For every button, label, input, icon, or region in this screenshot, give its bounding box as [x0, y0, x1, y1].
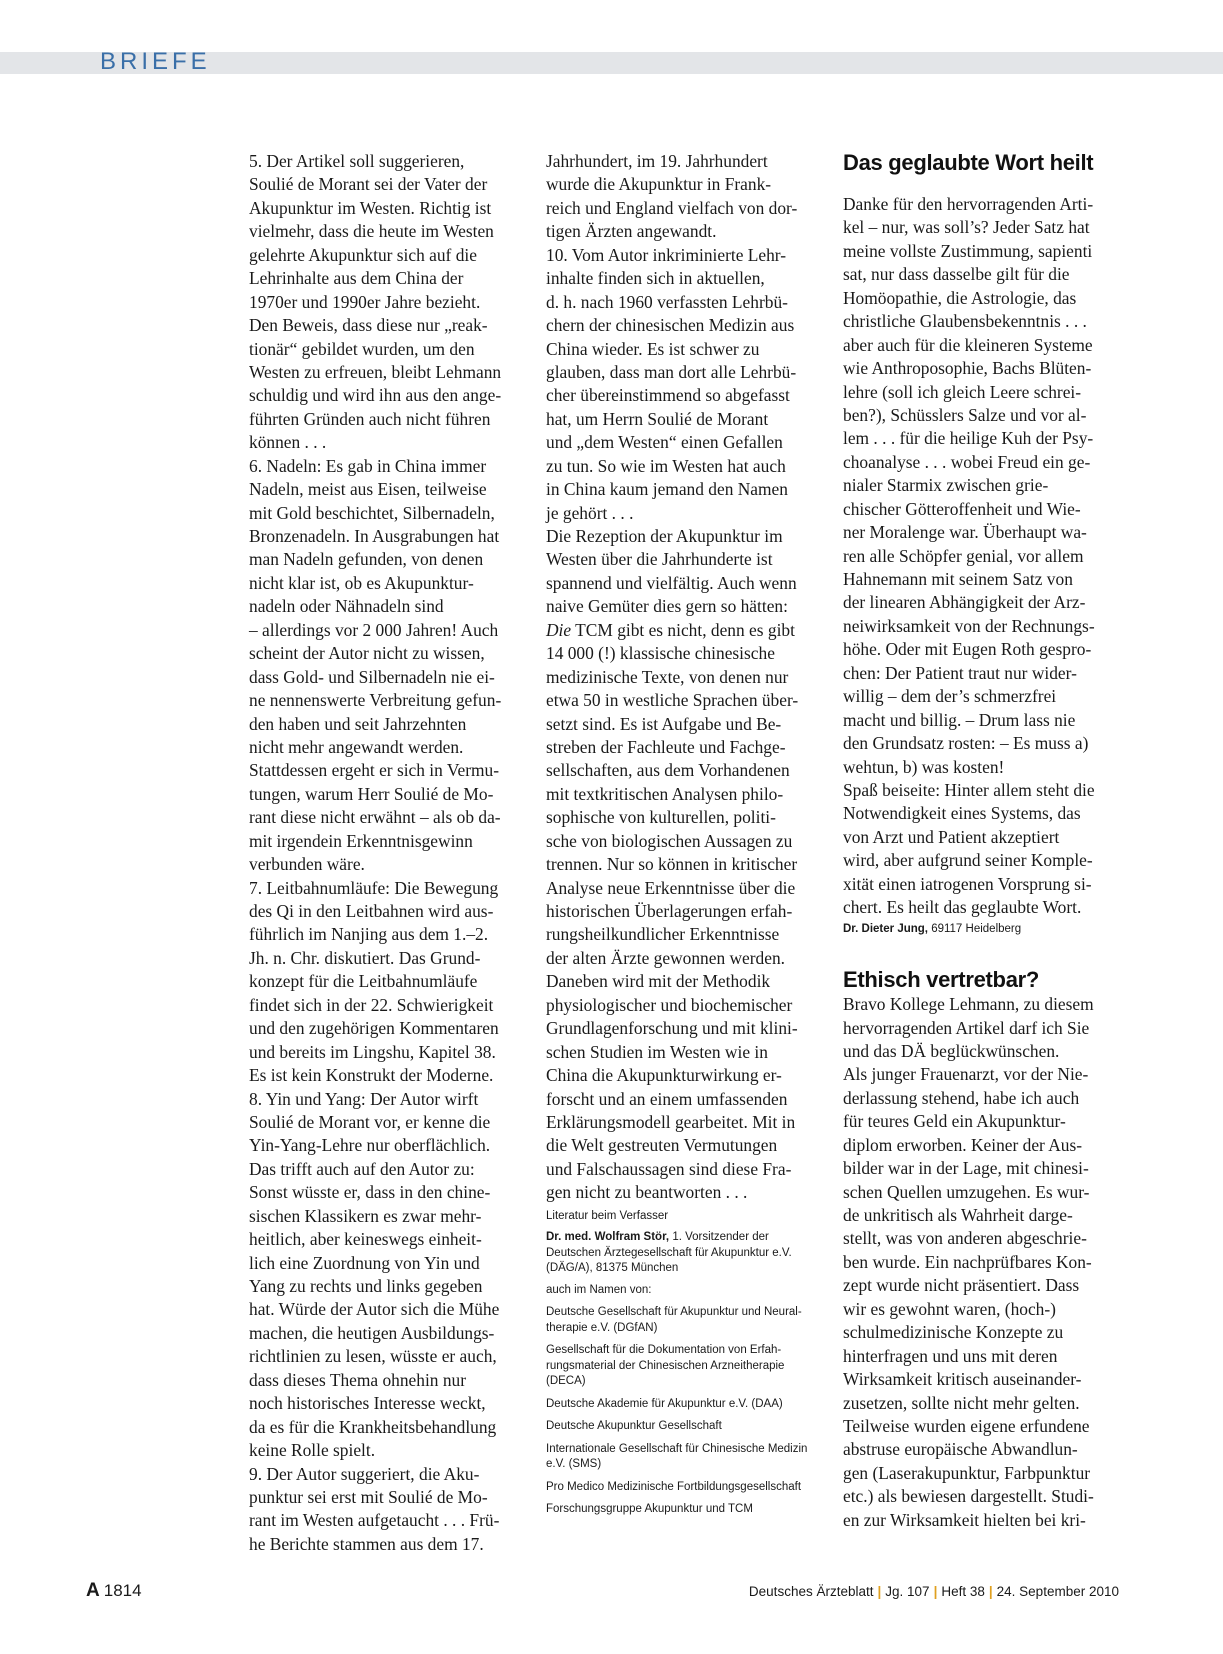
- text-line: setzt sind. Es ist Aufgabe und Be-: [546, 713, 782, 734]
- text-line: chert. Es heilt das geglaubte Wort.: [843, 897, 1082, 918]
- text-line: wir es gewohnt waren, (hoch-): [843, 1298, 1056, 1319]
- text-line: Spaß beiseite: Hinter allem steht die: [843, 779, 1095, 800]
- text-line: forscht und an einem umfassenden: [546, 1088, 788, 1109]
- text-line: man Nadeln gefunden, von denen: [249, 549, 484, 570]
- text-line: des Qi in den Leitbahnen wird aus-: [249, 901, 494, 921]
- journal-date: 24. September 2010: [996, 1584, 1119, 1599]
- text-line: trennen. Nur so können in kritischer: [546, 854, 798, 875]
- text-line: sischen Klassikern es zwar mehr-: [249, 1205, 482, 1226]
- text-line: wird, aber aufgrund seiner Komple-: [843, 850, 1093, 871]
- text-line: schuldig und wird ihn aus den ange-: [249, 385, 502, 406]
- organization-line: Forschungsgruppe Akupunktur und TCM: [546, 1503, 753, 1516]
- text-line: den haben und seit Jahrzehnten: [249, 713, 467, 734]
- text-line: Jahrhundert, im 19. Jahrhundert: [546, 151, 768, 171]
- organization-line: rungsmaterial der Chinesischen Arzneitherapie: [546, 1359, 785, 1372]
- text-line: der alten Ärzte gewonnen werden.: [546, 947, 786, 968]
- text-line: lem . . . für die heilige Kuh der Psy-: [843, 428, 1094, 449]
- text-line: christliche Glaubensbekenntnis . . .: [843, 311, 1087, 332]
- text-line: für teures Geld ein Akupunktur-: [843, 1111, 1066, 1132]
- text-line: 7. Leitbahnumläufe: Die Bewegung: [249, 877, 499, 898]
- text-line: tigen Ärzten angewandt.: [546, 221, 717, 242]
- text-line: und bereits im Lingshu, Kapitel 38.: [249, 1041, 496, 1062]
- text-line: macht und billig. – Drum lass nie: [843, 709, 1076, 730]
- text-line: Homöopathie, die Astrologie, das: [843, 287, 1077, 308]
- organization-item: [546, 1442, 826, 1473]
- text-line: neiwirksamkeit von der Rechnungs-: [843, 615, 1095, 636]
- text-line: ben wurde. Ein nachprüfbares Kon-: [843, 1251, 1092, 1272]
- text-line: noch historisches Interesse weckt,: [249, 1393, 486, 1414]
- organization-item: [546, 1397, 826, 1413]
- text-line: Den Beweis, dass diese nur „reak-: [249, 315, 488, 336]
- text-line: je gehört . . .: [546, 502, 634, 523]
- text-line: 5. Der Artikel soll suggerieren,: [249, 151, 465, 171]
- text-line: mit textkritischen Analysen philo-: [546, 783, 784, 804]
- text-line: heitlich, aber keineswegs einheit-: [249, 1229, 482, 1250]
- organization-item: [546, 1305, 826, 1336]
- text-line: Teilweise wurden eigene erfundene: [843, 1415, 1090, 1436]
- text-line: gelehrte Akupunktur sich auf die: [249, 244, 477, 265]
- text-line: physiologischer und biochemischer: [546, 994, 793, 1015]
- text-line: Nadeln, meist aus Eisen, teilweise: [249, 479, 487, 500]
- text-line: Wirksamkeit kritisch auseinander-: [843, 1369, 1082, 1390]
- text-line: Bronzenadeln. In Ausgrabungen hat: [249, 526, 500, 546]
- text-line: Lehrinhalte aus dem China der: [249, 268, 464, 289]
- text-line: tionär“ gebildet wurden, um den: [249, 338, 475, 359]
- text-line: keine Rolle spielt.: [249, 1440, 376, 1461]
- text-line: naive Gemüter dies gern so hätten:: [546, 596, 788, 617]
- text-line: führten Gründen auch nicht führen: [249, 408, 491, 429]
- text-line: verbunden wäre.: [249, 854, 365, 875]
- text-line: nicht mehr angewandt werden.: [249, 736, 464, 757]
- text-line: derlassung stehend, habe ich auch: [843, 1087, 1080, 1108]
- page-number: [86, 1580, 142, 1602]
- text-line: 9. Der Autor suggeriert, die Aku-: [249, 1463, 480, 1484]
- text-line: 1970er und 1990er Jahre bezieht.: [249, 291, 481, 312]
- text-line: d. h. nach 1960 verfassten Lehrbü-: [546, 291, 788, 312]
- text-line: Analyse neue Erkenntnisse über die: [546, 877, 796, 898]
- text-line: Die Rezeption der Akupunktur im: [546, 526, 783, 546]
- organization-line: therapie e.V. (DGfAN): [546, 1321, 658, 1334]
- letter-heading-2: Ethisch vertretbar?: [843, 967, 1040, 993]
- text-line: kel – nur, was soll’s? Jeder Satz hat: [843, 217, 1090, 238]
- text-line: ben?), Schüsslers Salze und vor al-: [843, 404, 1087, 425]
- text-line: Hahnemann mit seinem Satz von: [843, 569, 1073, 589]
- on-behalf-label: auch im Namen von:: [546, 1283, 652, 1296]
- text-line: – allerdings vor 2 000 Jahren! Auch: [249, 619, 499, 640]
- text-line: führlich im Nanjing aus dem 1.–2.: [249, 924, 489, 945]
- text-line: Westen zu erfreuen, bleibt Lehmann: [249, 361, 502, 382]
- text-line: konzept für die Leitbahnumläufe: [249, 971, 478, 992]
- text-line: richtlinien zu lesen, wüsste er auch,: [249, 1346, 497, 1367]
- text-line: xität einen iatrogenen Vorsprung si-: [843, 873, 1092, 894]
- text-line: Soulié de Morant vor, er kenne die: [249, 1111, 491, 1132]
- text-line: historischen Überlagerungen erfah-: [546, 901, 793, 921]
- organization-line: Pro Medico Medizinische Fortbildungsgesellschaft: [546, 1480, 802, 1493]
- text-line: reich und England vielfach von dor-: [546, 197, 798, 218]
- text-line: Sonst wüsste er, dass in den chine-: [249, 1182, 491, 1203]
- text-line: schen Studien im Westen wie in: [546, 1041, 768, 1062]
- text-line: sellschaften, aus dem Vorhandenen: [546, 760, 790, 781]
- text-line: rungsheilkundlicher Erkenntnisse: [546, 924, 780, 945]
- literature-note: Literatur beim Verfasser: [546, 1209, 669, 1222]
- page-number-value: 1814: [103, 1581, 142, 1600]
- text-line: rant diese nicht erwähnt – als ob da-: [249, 807, 501, 828]
- text-line: 8. Yin und Yang: Der Autor wirft: [249, 1088, 479, 1109]
- text-line: Danke für den hervorragenden Arti-: [843, 194, 1094, 214]
- text-line: und „dem Westen“ einen Gefallen: [546, 432, 783, 453]
- author-role: 1. Vorsitzender der: [669, 1231, 769, 1244]
- text-line: choanalyse . . . wobei Freud ein ge-: [843, 451, 1091, 472]
- text-line: schen Quellen umzugehen. Es wur-: [843, 1181, 1090, 1202]
- small-text-line: Deutschen Ärztegesellschaft für Akupunktur e.V.: [546, 1246, 792, 1259]
- text-line: von Arzt und Patient akzeptiert: [843, 826, 1060, 847]
- text-line: wurde die Akupunktur in Frank-: [546, 174, 772, 195]
- text-line: Notwendigkeit eines Systems, das: [843, 803, 1081, 824]
- text-line: chischer Götteroffenheit und Wie-: [843, 498, 1081, 519]
- text-line: Als junger Frauenarzt, vor der Nie-: [843, 1064, 1089, 1085]
- text-line: höhe. Oder mit Eugen Roth gespro-: [843, 639, 1092, 660]
- author-signature: [546, 1230, 826, 1246]
- author-name: Dr. med. Wolfram Stör,: [546, 1231, 670, 1244]
- organization-line: Deutsche Akupunktur Gesellschaft: [546, 1420, 722, 1433]
- text-line: medizinische Texte, von denen nur: [546, 666, 789, 687]
- organization-item: [546, 1502, 826, 1518]
- text-line: etwa 50 in westliche Sprachen über-: [546, 690, 799, 711]
- text-line: zu tun. So wie im Westen hat auch: [546, 455, 786, 476]
- text-line: machen, die heutigen Ausbildungs-: [249, 1322, 495, 1343]
- text-line: bilder war in der Lage, mit chinesi-: [843, 1158, 1089, 1179]
- text-line: 14 000 (!) klassische chinesische: [546, 643, 775, 664]
- text-line: punktur sei erst mit Soulié de Mo-: [249, 1486, 488, 1507]
- text-line: mit irgendein Erkenntnisgewinn: [249, 830, 473, 851]
- text-line: und den zugehörigen Kommentaren: [249, 1018, 499, 1039]
- text-line: hervorragenden Artikel darf ich Sie: [843, 1017, 1090, 1038]
- organization-item: [546, 1343, 826, 1390]
- text-line: 6. Nadeln: Es gab in China immer: [249, 455, 487, 476]
- text-line: willig – dem der’s schmerzfrei: [843, 686, 1057, 707]
- text-line: da es für die Krankheitsbehandlung: [249, 1416, 497, 1437]
- text-line: Stattdessen ergeht er sich in Vermu-: [249, 760, 500, 781]
- text-line: in China kaum jemand den Namen: [546, 479, 788, 500]
- text-line: mit Gold beschichtet, Silbernadeln,: [249, 502, 495, 523]
- text-line: der linearen Abhängigkeit der Arz-: [843, 592, 1086, 613]
- text-line: nadeln oder Nähnadeln sind: [249, 596, 444, 617]
- text-line: [546, 619, 826, 642]
- text-line: ner Moralenge war. Überhaupt wa-: [843, 522, 1087, 543]
- text-line: aber auch für die kleineren Systeme: [843, 334, 1093, 355]
- text-line: Yang zu rechts und links gegeben: [249, 1276, 483, 1296]
- text-line: sophische von kulturellen, politi-: [546, 807, 776, 828]
- text-line: lehre (soll ich gleich Leere schrei-: [843, 381, 1082, 402]
- column-2: [546, 150, 826, 1518]
- text-line: und Falschaussagen sind diese Fra-: [546, 1158, 792, 1179]
- text-line: de unkritisch als Wahrheit darge-: [843, 1205, 1073, 1225]
- letter-heading-1: Das geglaubte Wort heilt: [843, 150, 1094, 175]
- text-line: dass Gold- und Silbernadeln nie ei-: [249, 666, 495, 687]
- text-line: chern der chinesischen Medizin aus: [546, 315, 795, 336]
- signature-name: Dr. Dieter Jung,: [843, 922, 928, 935]
- column-1: [249, 150, 529, 1556]
- text-line: cher übereinstimmend so abgefasst: [546, 385, 790, 406]
- text-line: gen nicht zu beantworten . . .: [546, 1182, 748, 1203]
- text-line: inhalte finden sich in aktuellen,: [546, 268, 765, 289]
- column-3: [843, 150, 1123, 1532]
- organization-line: Deutsche Akademie für Akupunktur e.V. (DAA): [546, 1397, 783, 1410]
- text-line: Es ist kein Konstrukt der Moderne.: [249, 1065, 494, 1086]
- text-line: findet sich in der 22. Schwierigkeit: [249, 994, 494, 1015]
- journal-issue: Heft 38: [941, 1584, 985, 1599]
- italic-word: Die: [546, 619, 572, 640]
- text-line: Bravo Kollege Lehmann, zu diesem: [843, 994, 1094, 1015]
- text-line: nialer Starmix zwischen grie-: [843, 475, 1049, 496]
- journal-volume: Jg. 107: [885, 1584, 930, 1599]
- text-line: spannend und vielfältig. Auch wenn: [546, 572, 797, 593]
- text-line: he Berichte stammen aus dem 17.: [249, 1533, 484, 1554]
- organization-line: Deutsche Gesellschaft für Akupunktur und Neural-: [546, 1306, 802, 1319]
- text-line: Westen über die Jahrhunderte ist: [546, 549, 773, 570]
- text-line: abstruse europäische Abwandlun-: [843, 1439, 1078, 1460]
- text-line: Das trifft auch auf den Autor zu:: [249, 1158, 475, 1179]
- text-line: können . . .: [249, 432, 327, 453]
- organization-line: Internationale Gesellschaft für Chinesische Medizin: [546, 1442, 808, 1455]
- text-line: scheint der Autor nicht zu wissen,: [249, 643, 485, 664]
- text-line: zept wurde nicht präsentiert. Dass: [843, 1275, 1080, 1296]
- organization-item: [546, 1480, 826, 1496]
- text-line: dass dieses Thema ohnehin nur: [249, 1369, 467, 1390]
- text-line: Yin-Yang-Lehre nur oberflächlich.: [249, 1135, 491, 1156]
- signature-city: 69117 Heidelberg: [928, 922, 1022, 935]
- organization-line: Gesellschaft für die Dokumentation von Erfah-: [546, 1344, 782, 1357]
- text-line: Soulié de Morant sei der Vater der: [249, 174, 488, 195]
- text-line: meine vollste Zustimmung, sapienti: [843, 240, 1093, 261]
- organization-line: (DECA): [546, 1375, 586, 1388]
- text-line: chen: Der Patient traut nur wider-: [843, 662, 1077, 683]
- text-line: die Welt gestreuten Vermutungen: [546, 1135, 778, 1156]
- text-line: China wieder. Es ist schwer zu: [546, 338, 760, 359]
- text-line: Jh. n. Chr. diskutiert. Das Grund-: [249, 947, 481, 968]
- text-line: zusetzen, sollte nicht mehr gelten.: [843, 1392, 1080, 1413]
- section-label: BRIEFE: [100, 48, 211, 75]
- text-line: sat, nur dass dasselbe gilt für die: [843, 264, 1070, 285]
- text-line: rant im Westen aufgetaucht . . . Frü-: [249, 1510, 500, 1531]
- text-line: etc.) als bewiesen dargestellt. Studi-: [843, 1486, 1094, 1507]
- organization-item: [546, 1419, 826, 1435]
- text-line: diplom erworben. Keiner der Aus-: [843, 1134, 1083, 1155]
- page-letter: A: [86, 1580, 100, 1601]
- text-line: wehtun, b) was kosten!: [843, 756, 1005, 777]
- footer-citation: Deutsches Ärzteblatt | Jg. 107 | Heft 38 | 24. September 2010: [748, 1584, 1119, 1599]
- text-line: glauben, dass man dort alle Lehrbü-: [546, 361, 797, 382]
- text-line: sche von biologischen Aussagen zu: [546, 830, 793, 851]
- organization-line: e.V. (SMS): [546, 1458, 602, 1471]
- text-line: hinterfragen und uns mit deren: [843, 1345, 1058, 1366]
- text-line: ren alle Schöpfer genial, vor allem: [843, 545, 1084, 566]
- letter-signature-1: [843, 922, 1123, 938]
- text-line: Grundlagenforschung und mit klini-: [546, 1018, 798, 1039]
- text-line: tungen, warum Herr Soulié de Mo-: [249, 783, 494, 804]
- text-line: hat. Würde der Autor sich die Mühe: [249, 1299, 500, 1320]
- text-line: Akupunktur im Westen. Richtig ist: [249, 197, 492, 218]
- text-line: schulmedizinische Konzepte zu: [843, 1322, 1064, 1343]
- text-line: en zur Wirksamkeit hielten bei kri-: [843, 1509, 1086, 1530]
- text-line: streben der Fachleute und Fachge-: [546, 736, 786, 757]
- text-line: gen (Laserakupunktur, Farbpunktur: [843, 1462, 1091, 1483]
- text-line: Erklärungsmodell gearbeitet. Mit in: [546, 1111, 796, 1132]
- journal-name: Deutsches Ärzteblatt: [748, 1584, 874, 1599]
- text-line: wie Anthroposophie, Bachs Blüten-: [843, 358, 1092, 379]
- text-line: ne nennenswerte Verbreitung gefun-: [249, 690, 502, 711]
- text-line: 10. Vom Autor inkriminierte Lehr-: [546, 244, 787, 265]
- text-line: hat, um Herrn Soulié de Morant: [546, 408, 769, 429]
- text-line: vielmehr, dass die heute im Westen: [249, 221, 494, 242]
- text-line: nicht klar ist, ob es Akupunktur-: [249, 572, 474, 593]
- text-line: Daneben wird mit der Methodik: [546, 971, 771, 992]
- text-line: stellt, was von anderen abgeschrie-: [843, 1228, 1087, 1249]
- text-line: und das DÄ beglückwünschen.: [843, 1040, 1060, 1061]
- text-line: China die Akupunkturwirkung er-: [546, 1065, 782, 1086]
- line-rest: TCM gibt es nicht, denn es gibt: [571, 619, 795, 640]
- text-line: den Grundsatz rosten: – Es muss a): [843, 733, 1089, 754]
- small-text-line: (DÄG/A), 81375 München: [546, 1262, 679, 1275]
- text-line: lich eine Zuordnung von Yin und: [249, 1252, 480, 1273]
